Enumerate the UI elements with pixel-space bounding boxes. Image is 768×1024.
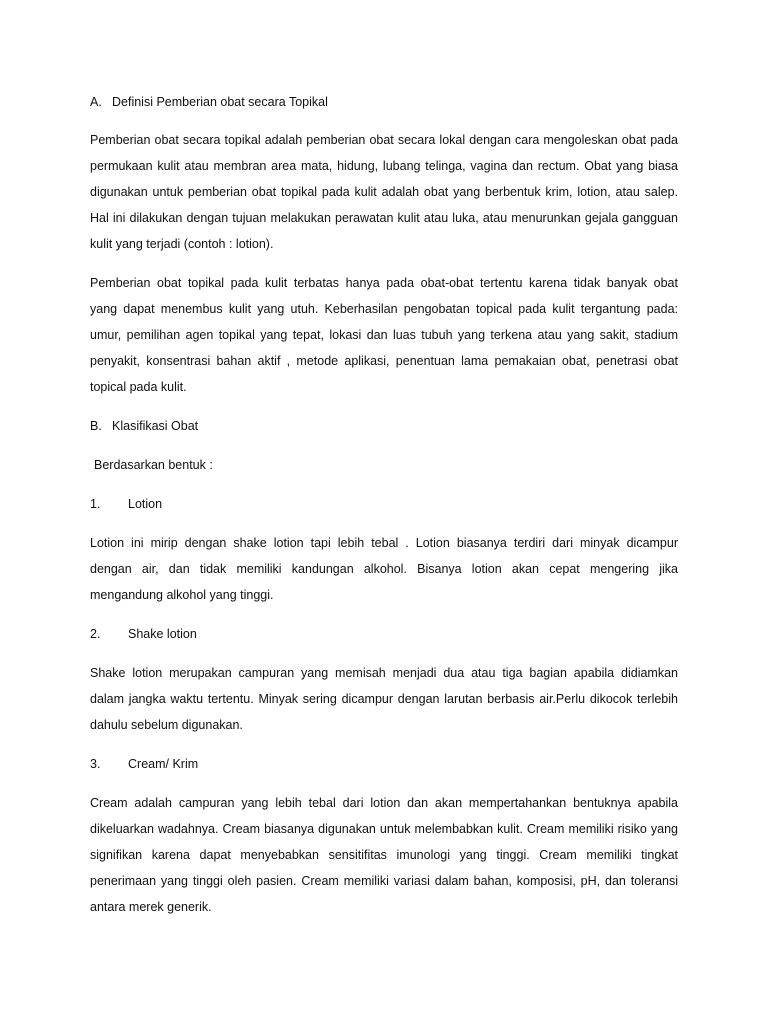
list-item-title: Cream/ Krim [128,757,199,771]
paragraph-line: Shake lotion merupakan campuran yang memisah menjadi dua atau tiga bagian apabila didiamkan [90,666,678,680]
paragraph-line: Lotion ini mirip dengan shake lotion tapi lebih tebal . Lotion biasanya terdiri dari minyak dicampur [90,536,678,550]
paragraph-line: kulit yang terjadi (contoh : lotion). [90,237,274,251]
list-item-number: 3. [90,757,101,771]
list-item-heading [90,627,197,641]
paragraph-line: Hal ini dilakukan dengan tujuan melakukan perawatan kulit atau luka, atau menurunkan gejala gangguan [90,211,678,225]
section-b-number: B. [90,419,102,433]
section-b-title: Klasifikasi Obat [112,419,199,433]
list-item-number: 1. [90,497,101,511]
paragraph-line: signifikan karena dapat menyebabkan sensitifitas imunologi yang tinggi. Cream memiliki tingkat [90,848,678,862]
paragraph-line: dahulu sebelum digunakan. [90,718,243,732]
list-item-title: Shake lotion [128,627,197,641]
paragraph-line: Cream adalah campuran yang lebih tebal dari lotion dan akan mempertahankan bentuknya apabila [90,796,678,810]
paragraph-line: mengandung alkohol yang tinggi. [90,588,274,602]
section-a-title: Definisi Pemberian obat secara Topikal [112,95,328,109]
list-item-heading [90,757,198,771]
list-item-paragraph [90,790,678,920]
section-a-paragraph-2 [90,270,678,400]
paragraph-line: dengan air, dan tidak memiliki kandungan alkohol. Bisanya lotion akan cepat mengering jika [90,562,678,576]
list-item-heading [90,497,162,511]
paragraph-line: Pemberian obat secara topikal adalah pemberian obat secara lokal dengan cara mengoleskan obat pada [90,133,678,147]
paragraph-line: antara merek generik. [90,900,212,914]
section-a-paragraph-1 [90,127,678,257]
list-item-paragraph [90,660,678,738]
paragraph-line: penerimaan yang tinggi oleh pasien. Cream memiliki variasi dalam bahan, komposisi, pH, dan toleransi [90,874,678,888]
list-item-title: Lotion [128,497,163,511]
paragraph-line: permukaan kulit atau membran area mata, hidung, lubang telinga, vagina dan rectum. Obat yang biasa [90,159,678,173]
paragraph-line: Pemberian obat topikal pada kulit terbatas hanya pada obat-obat tertentu karena tidak banyak obat [90,276,678,290]
list-item-number: 2. [90,627,101,641]
section-a-heading [90,95,328,109]
paragraph-line: digunakan untuk pemberian obat topikal pada kulit adalah obat yang berbentuk krim, lotion, atau salep. [90,185,678,199]
section-b-subtitle: Berdasarkan bentuk : [94,458,213,472]
paragraph-line: topical pada kulit. [90,380,187,394]
section-b-heading [90,419,198,433]
paragraph-line: yang dapat menembus kulit yang utuh. Keberhasilan pengobatan topical pada kulit tergantung pada: [90,302,678,316]
paragraph-line: dalam jangka waktu tertentu. Minyak sering dicampur dengan larutan berbasis air.Perlu dikocok terlebih [90,692,678,706]
section-a-number: A. [90,95,102,109]
paragraph-line: dikeluarkan wadahnya. Cream biasanya digunakan untuk melembabkan kulit. Cream memiliki risiko yang [90,822,678,836]
paragraph-line: umur, pemilihan agen topikal yang tepat, lokasi dan luas tubuh yang terkena atau yang sakit, stadium [90,328,678,342]
paragraph-line: penyakit, konsentrasi bahan aktif , metode aplikasi, penentuan lama pemakaian obat, penetrasi obat [90,354,678,368]
list-item-paragraph [90,530,678,608]
